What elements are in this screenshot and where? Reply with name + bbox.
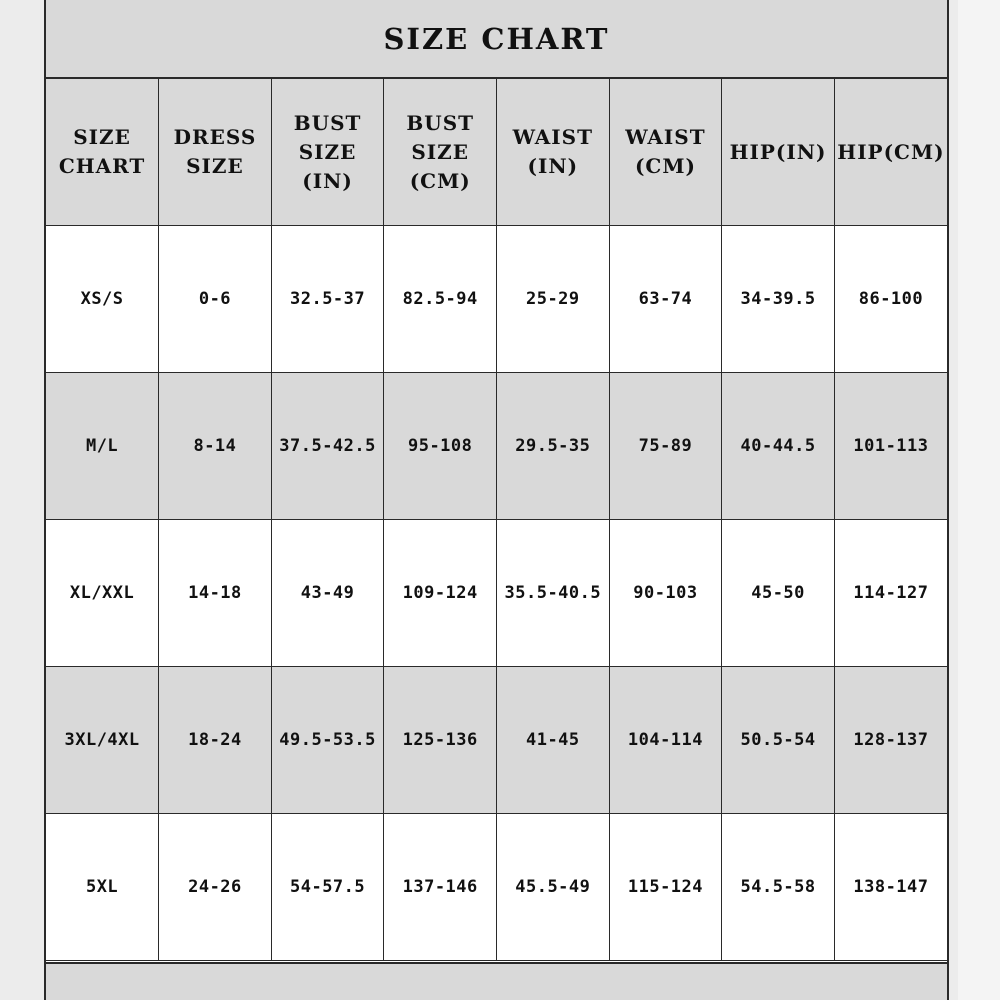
cell-dress-size: 14-18 [159,520,272,667]
table-row [46,814,947,961]
cell-size: M/L [46,373,159,520]
header-hip-cm: HIP(CM) [834,79,947,226]
header-bust-size-in: BUST SIZE (IN) [271,79,384,226]
table-row [46,667,947,814]
cell-hip-in: 54.5-58 [722,814,835,961]
cell-waist-in: 35.5-40.5 [497,520,610,667]
cell-bust-in: 49.5-53.5 [271,667,384,814]
cell-hip-in: 34-39.5 [722,226,835,373]
cell-size: XS/S [46,226,159,373]
cell-waist-in: 25-29 [497,226,610,373]
cell-waist-in: 45.5-49 [497,814,610,961]
cell-hip-in: 40-44.5 [722,373,835,520]
cell-waist-in: 41-45 [497,667,610,814]
cell-bust-cm: 125-136 [384,667,497,814]
cell-dress-size: 24-26 [159,814,272,961]
header-bust-size-cm: BUST SIZE (CM) [384,79,497,226]
cell-bust-cm: 109-124 [384,520,497,667]
cell-hip-in: 50.5-54 [722,667,835,814]
cell-bust-cm: 95-108 [384,373,497,520]
header-row [46,79,947,226]
cell-size: XL/XXL [46,520,159,667]
cell-hip-cm: 114-127 [834,520,947,667]
cell-hip-in: 45-50 [722,520,835,667]
table-row [46,373,947,520]
cell-bust-cm: 82.5-94 [384,226,497,373]
header-hip-in: HIP(IN) [722,79,835,226]
cell-dress-size: 18-24 [159,667,272,814]
cell-dress-size: 0-6 [159,226,272,373]
cell-bust-in: 32.5-37 [271,226,384,373]
table-row [46,226,947,373]
page-margin [958,0,1000,1000]
size-chart-title: SIZE CHART [46,0,947,79]
cell-waist-cm: 63-74 [609,226,722,373]
cell-bust-in: 37.5-42.5 [271,373,384,520]
cell-dress-size: 8-14 [159,373,272,520]
header-waist-in: WAIST (IN) [497,79,610,226]
cell-hip-cm: 101-113 [834,373,947,520]
size-chart-panel [44,0,949,1000]
cell-waist-cm: 90-103 [609,520,722,667]
header-dress-size: DRESS SIZE [159,79,272,226]
cell-hip-cm: 138-147 [834,814,947,961]
cell-hip-cm: 86-100 [834,226,947,373]
cell-hip-cm: 128-137 [834,667,947,814]
cell-bust-cm: 137-146 [384,814,497,961]
table-footer-bar [46,962,947,1000]
cell-waist-cm: 115-124 [609,814,722,961]
cell-waist-in: 29.5-35 [497,373,610,520]
header-waist-cm: WAIST (CM) [609,79,722,226]
table-row [46,520,947,667]
size-chart-table [46,79,947,961]
cell-waist-cm: 75-89 [609,373,722,520]
cell-size: 5XL [46,814,159,961]
cell-bust-in: 43-49 [271,520,384,667]
cell-waist-cm: 104-114 [609,667,722,814]
cell-size: 3XL/4XL [46,667,159,814]
cell-bust-in: 54-57.5 [271,814,384,961]
header-size-chart: SIZE CHART [46,79,159,226]
